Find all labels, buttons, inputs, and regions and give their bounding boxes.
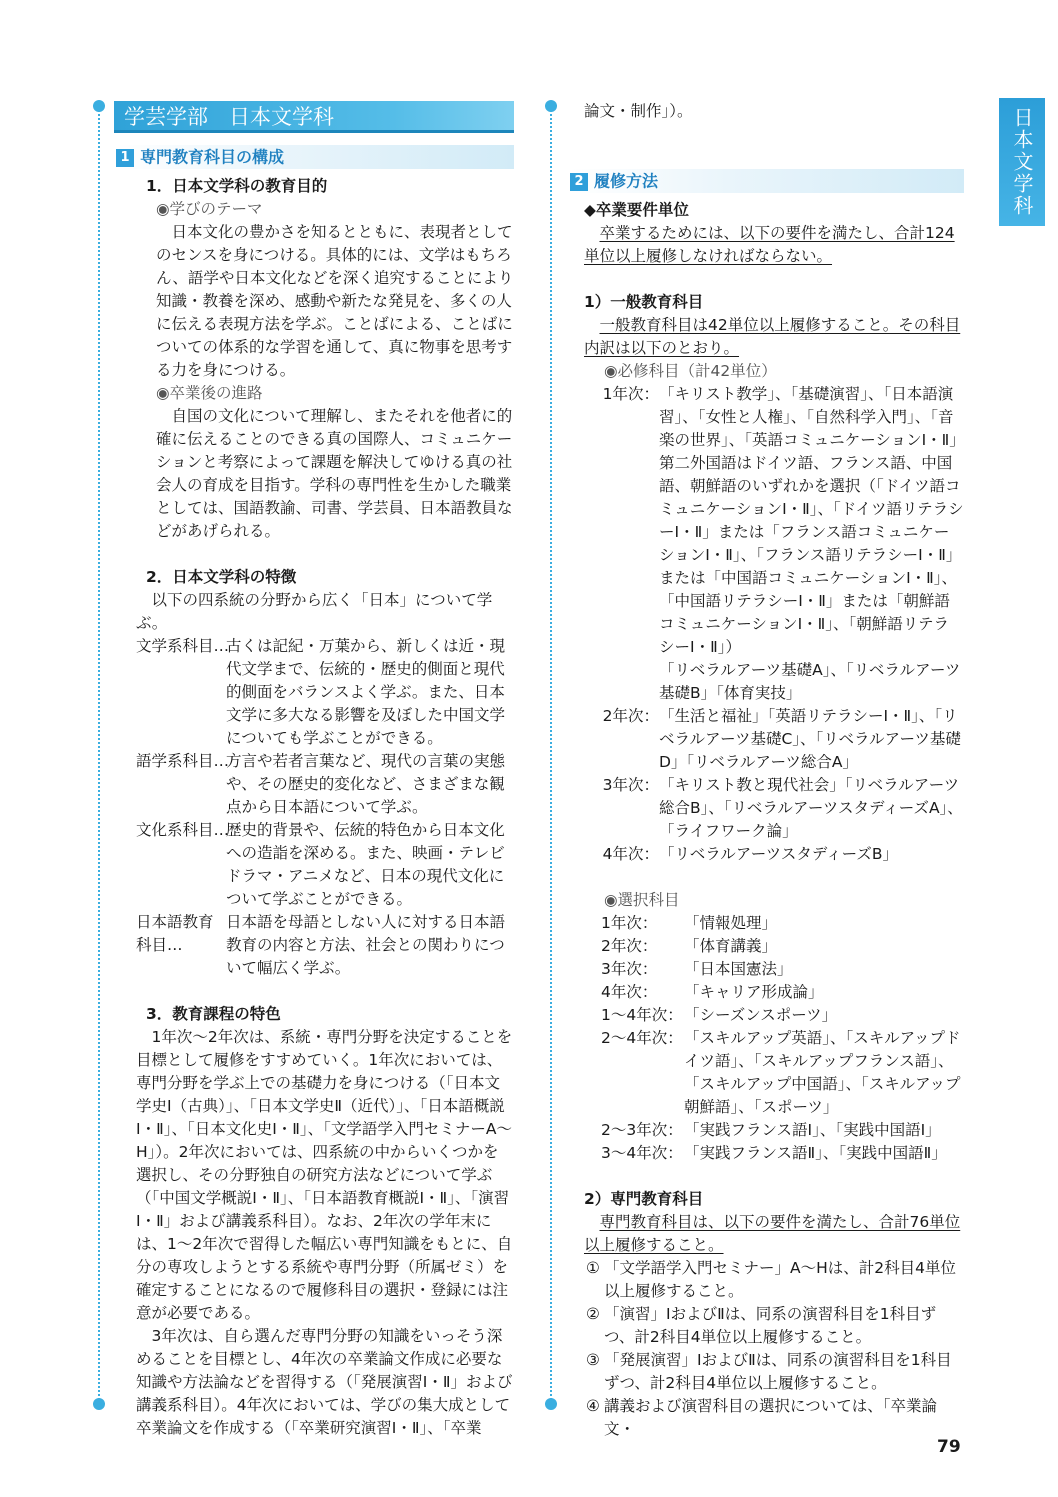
course-list: 「シーズンスポーツ」: [684, 1006, 838, 1024]
middle-column-rule: [550, 106, 552, 1404]
field-text: 古くは記紀・万葉から、新しくは近・現代文学まで、伝統的・歴史的側面と現代的側面をバランスよく学ぶ。また、日本文学に多大なる影響を及ぼした中国文学についても学ぶことができる。: [226, 637, 506, 747]
course-list: 「実践フランス語Ⅱ」、「実践中国語Ⅱ」: [684, 1144, 947, 1162]
field-text: 方言や若者言葉など、現代の言葉の実態や、その歴史的変化など、さまざまな観点から日本語について学ぶ。: [226, 752, 506, 816]
text-continued: 論文・制作」）。: [584, 102, 693, 120]
item-text: 「発展演習」ⅠおよびⅡは、同系の演習科目を1科目ずつ、計2科目4単位以上履修すること。: [604, 1351, 952, 1392]
field-label: 文化系科目…: [136, 821, 230, 839]
heading-education-goal: 1．日本文学科の教育目的: [146, 177, 328, 195]
field-row-literature: [136, 635, 514, 750]
year-label: 2年次：: [601, 937, 658, 955]
spec-item: [584, 1303, 964, 1349]
side-tab-department: 日本文学科: [999, 98, 1045, 226]
text-graduation-requirement: 卒業するためには、以下の要件を満たし、合計124単位以上履修しなければならない。: [584, 224, 955, 265]
year-label: 4年次：: [602, 845, 659, 863]
year-label: [584, 659, 659, 705]
required-row: [584, 774, 964, 843]
course-list: 「リベラルアーツ基礎A」、「リベラルアーツ基礎B」「体育実技」: [659, 661, 961, 702]
heading-features: 2．日本文学科の特徴: [146, 568, 297, 586]
left-column-rule: [98, 106, 100, 1404]
section-heading-structure: [116, 145, 514, 169]
field-label: 語学系科目…: [136, 752, 230, 770]
heading-curriculum: 3．教育課程の特色: [146, 1005, 281, 1023]
course-list: 「スキルアップ英語」、「スキルアップドイツ語」、「スキルアップフランス語」、「スキルアップ中国語」、「スキルアップ朝鮮語」、「スポーツ」: [684, 1029, 961, 1116]
field-row-japanese-education: [136, 911, 514, 980]
course-list: 「情報処理」: [684, 914, 778, 932]
course-list: 「リベラルアーツスタディーズB」: [659, 845, 898, 863]
course-list: 「生活と福祉」「英語リテラシーⅠ・Ⅱ」、「リベラルアーツ基礎C」、「リベラルアーツ基礎D」「リベラルアーツ総合A」: [659, 707, 961, 771]
elective-row: [584, 981, 964, 1004]
item-mark: ④: [586, 1397, 600, 1415]
course-list: 「キリスト教と現代社会」「リベラルアーツ総合B」、「リベラルアーツスタディーズA」、「ライフワーク論」: [659, 776, 963, 840]
right-column: [574, 100, 965, 1441]
required-row: [584, 705, 964, 774]
year-label: 3年次：: [601, 960, 658, 978]
left-rule-bottom-dot: [93, 1398, 105, 1410]
required-row: [584, 452, 964, 659]
heading-specialized-education: 2）専門教育科目: [584, 1190, 704, 1208]
text-learning-theme: 日本文化の豊かさを知るとともに、表現者としてのセンスを身につける。具体的には、文学はもちろん、語学や日本文化などを深く追究することにより知識・教養を深め、感動や新たな発見を、多くの人に伝える表現方法を学ぶ。ことばによる、ことばについての体系的な学習を通して、真に物事を思考する力を身につける。: [156, 223, 514, 379]
year-label: 1年次：: [601, 914, 658, 932]
item-mark: ③: [586, 1351, 600, 1369]
course-list: 「キリスト教学」、「基礎演習」、「日本語演習」、「女性と人権」、「自然科学入門」、「音楽の世界」、「英語コミュニケーションⅠ・Ⅱ」: [659, 385, 965, 449]
section-title: 専門教育科目の構成: [140, 147, 285, 167]
year-label: 3年次：: [602, 776, 659, 794]
course-list: 「キャリア形成論」: [684, 983, 824, 1001]
elective-row: [584, 1004, 964, 1027]
elective-row: [584, 1119, 964, 1142]
year-label: 1〜4年次：: [601, 1006, 683, 1024]
spec-item: [584, 1395, 964, 1441]
field-text: 日本語を母語としない人に対する日本語教育の内容と方法、社会との関わりについて幅広く学ぶ。: [226, 913, 506, 977]
label-required-courses: ◉必修科目（計42単位）: [604, 362, 777, 380]
section-title: 履修方法: [594, 171, 659, 191]
spec-item: [584, 1257, 964, 1303]
elective-row: [584, 935, 964, 958]
label-career-path: ◉卒業後の進路: [156, 384, 263, 402]
required-row: [584, 383, 964, 452]
course-list: 「体育講義」: [684, 937, 778, 955]
elective-row: [584, 1142, 964, 1165]
text-curriculum-p1: 1年次〜2年次は、系統・専門分野を決定することを目標として履修をすすめていく。1年次においては、専門分野を学ぶ上での基礎力を身につける（「日本文学史Ⅰ（古典）」、「日本文学史Ⅱ（近代）」、「日本語概説Ⅰ・Ⅱ」、「日本文化史Ⅰ・Ⅱ」、「文学語学入門セミナーA〜H」）。2年次においては、四系統の中からいくつかを選択し、その分野独自の研究方法などについて学ぶ（「中国文学概説Ⅰ・Ⅱ」、「日本語教育概説Ⅰ・Ⅱ」、「演習Ⅰ・Ⅱ」および講義系科目）。なお、2年次の学年末には、1〜2年次で習得した幅広い専門知識をもとに、自分の専攻しようとする系統や専門分野（所属ゼミ）を確定することになるので履修科目の選択・登録には注意が必要である。: [136, 1028, 513, 1322]
heading-general-education: 1）一般教育科目: [584, 293, 704, 311]
year-label: 2〜4年次：: [601, 1029, 683, 1047]
page-number: 79: [937, 1437, 961, 1457]
label-elective-courses: ◉選択科目: [604, 891, 680, 909]
text-specialized-education: 専門教育科目は、以下の要件を満たし、合計76単位以上履修すること。: [584, 1213, 961, 1254]
field-label: 文学系科目…: [136, 637, 230, 655]
middle-rule-bottom-dot: [545, 1398, 557, 1410]
text-career-path: 自国の文化について理解し、またそれを他者に的確に伝えることのできる真の国際人、コミュニケーションと考察によって課題を解決してゆける真の社会人の育成を目指す。学科の専門性を生かした職業としては、国語教諭、司書、学芸員、日本語教員などがあげられる。: [156, 407, 513, 540]
year-label: 3〜4年次：: [601, 1144, 683, 1162]
required-row: [584, 659, 964, 705]
text-features-intro: 以下の四系統の分野から広く「日本」について学ぶ。: [136, 591, 493, 632]
label-learning-theme: ◉学びのテーマ: [156, 200, 263, 218]
middle-rule-top-dot: [545, 100, 557, 112]
year-label: 2年次：: [602, 707, 659, 725]
item-text: 「文学語学入門セミナー」A〜Hは、計2科目4単位以上履修すること。: [604, 1259, 956, 1300]
field-row-culture: [136, 819, 514, 911]
section-heading-registration: [570, 169, 964, 193]
field-row-linguistics: [136, 750, 514, 819]
field-label: 日本語教育科目…: [136, 913, 214, 954]
label-graduation-requirement: ◆卒業要件単位: [584, 201, 689, 219]
left-column: [120, 100, 514, 1440]
department-title-bar: 学芸学部 日本文学科: [114, 101, 514, 133]
text-general-education: 一般教育科目は42単位以上履修すること。その科目内訳は以下のとおり。: [584, 316, 961, 357]
required-row: [584, 843, 964, 866]
elective-row: [584, 912, 964, 935]
elective-row: [584, 1027, 964, 1119]
field-text: 歴史的背景や、伝統的特色から日本文化への造詣を深める。また、映画・テレビドラマ・アニメなど、日本の現代文化について学ぶことができる。: [226, 821, 505, 908]
item-mark: ①: [586, 1259, 600, 1277]
course-list: 第二外国語はドイツ語、フランス語、中国語、朝鮮語のいずれかを選択（「ドイツ語コミュニケーションⅠ・Ⅱ」、「ドイツ語リテラシーⅠ・Ⅱ」または「フランス語コミュニケーションⅠ・Ⅱ」、「フランス語リテラシーⅠ・Ⅱ」または「中国語コミュニケーションⅠ・Ⅱ」、「中国語リテラシーⅠ・Ⅱ」または「朝鮮語コミュニケーションⅠ・Ⅱ」、「朝鮮語リテラシーⅠ・Ⅱ」）: [659, 454, 964, 656]
spec-item: [584, 1349, 964, 1395]
section-number-badge: 1: [116, 149, 134, 167]
year-label: 4年次：: [601, 983, 658, 1001]
course-list: 「日本国憲法」: [684, 960, 793, 978]
left-rule-top-dot: [93, 100, 105, 112]
section-number-badge: 2: [570, 173, 588, 191]
elective-row: [584, 958, 964, 981]
item-text: 講義および演習科目の選択については、「卒業論文・: [604, 1397, 937, 1438]
text-curriculum-p2: 3年次は、自ら選んだ専門分野の知識をいっそう深めることを目標とし、4年次の卒業論文作成に必要な知識や方法論などを習得する（「発展演習Ⅰ・Ⅱ」および講義系科目）。4年次においては、学びの集大成として卒業論文を作成する（「卒業研究演習Ⅰ・Ⅱ」、「卒業: [136, 1327, 513, 1437]
item-text: 「演習」ⅠおよびⅡは、同系の演習科目を1科目ずつ、計2科目4単位以上履修すること。: [604, 1305, 937, 1346]
year-label: 1年次：: [602, 385, 659, 403]
item-mark: ②: [586, 1305, 600, 1323]
year-label: 2〜3年次：: [601, 1121, 683, 1139]
year-label: [584, 452, 659, 659]
course-list: 「実践フランス語Ⅰ」、「実践中国語Ⅰ」: [684, 1121, 941, 1139]
